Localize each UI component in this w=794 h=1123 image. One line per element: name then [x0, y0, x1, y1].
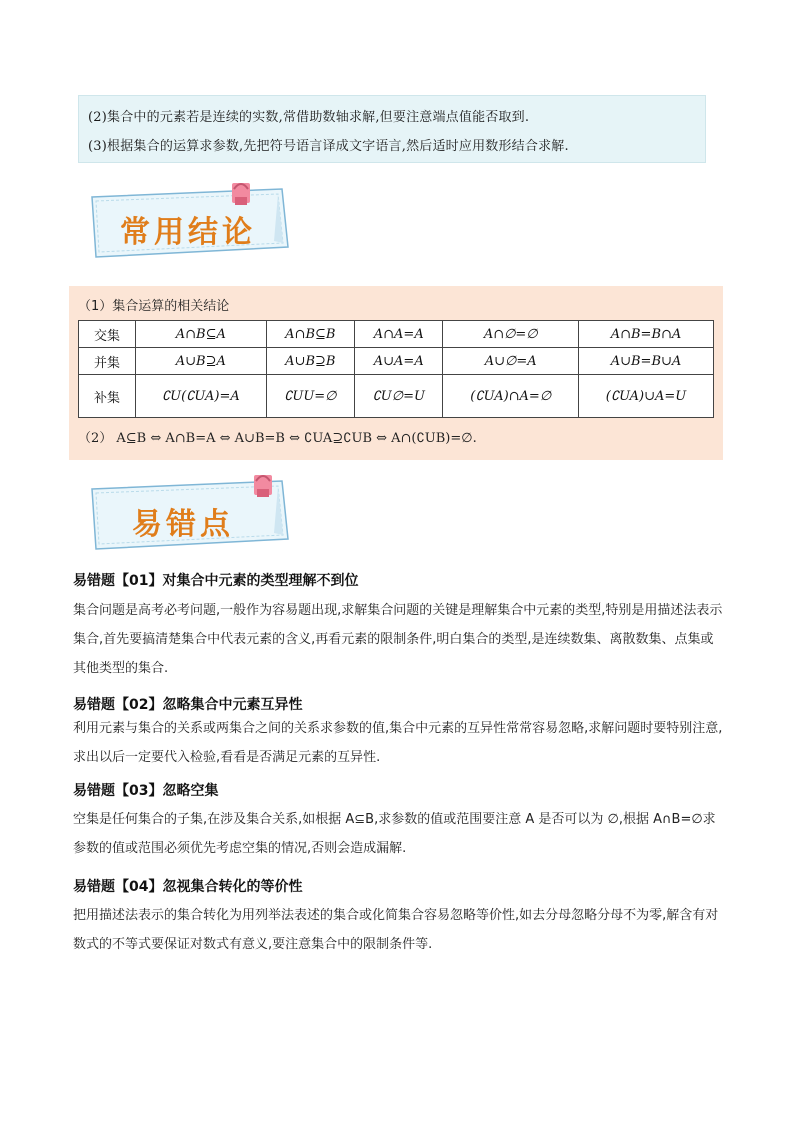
conclusion-item-2: （2） A⊆B ⇔ A∩B=A ⇔ A∪B=B ⇔ ∁UA⊇∁UB ⇔ A∩(∁UB)=∅.	[78, 431, 477, 446]
conclusions-caption: （1）集合运算的相关结论	[78, 299, 230, 314]
paper-clip-icon	[232, 183, 250, 205]
table-cell: A∩∅=∅	[443, 321, 579, 348]
table-cell: A∩B⊆B	[266, 321, 354, 348]
error-title-02: 易错题【02】忽略集合中元素互异性	[73, 697, 303, 713]
row-header: 并集	[79, 348, 136, 375]
banner-title: 常用结论	[120, 215, 256, 250]
row-header: 交集	[79, 321, 136, 348]
table-cell: (∁UA)∪A=U	[579, 375, 714, 418]
banner-title: 易错点	[132, 507, 234, 542]
error-title-03: 易错题【03】忽略空集	[73, 783, 219, 799]
error-title-04: 易错题【04】忽视集合转化的等价性	[73, 879, 303, 895]
table-cell: ∁U(∁UA)=A	[136, 375, 267, 418]
table-cell: A∪B⊇B	[266, 348, 354, 375]
error-text-01: 集合问题是高考必考问题,一般作为容易题出现,求解集合问题的关键是理解集合中元素的类型,特别是用描述法表示集合,首先要搞清楚集合中代表元素的含义,再看元素的限制条件,明白集合的类型,是连续数集、离散数集、点集或其他类型的集合.	[73, 603, 723, 676]
row-header: 补集	[79, 375, 136, 418]
tips-box	[78, 95, 706, 163]
table-cell: A∪B=B∪A	[579, 348, 714, 375]
table-cell: A∪A=A	[355, 348, 443, 375]
table-cell: (∁UA)∩A=∅	[443, 375, 579, 418]
table-row-complement	[79, 375, 714, 418]
table-row-intersection	[79, 321, 714, 348]
table-cell: A∩B=B∩A	[579, 321, 714, 348]
table-row-union	[79, 348, 714, 375]
table-cell: ∁U∅=U	[355, 375, 443, 418]
table-cell: A∩B⊆A	[136, 321, 267, 348]
paper-clip-icon	[254, 475, 272, 497]
table-cell: A∪B⊇A	[136, 348, 267, 375]
error-text-04: 把用描述法表示的集合转化为用列举法表述的集合或化简集合容易忽略等价性,如去分母忽略分母不为零,解含有对数式的不等式要保证对数式有意义,要注意集合中的限制条件等.	[73, 908, 719, 952]
tip-line-2: (2)集合中的元素若是连续的实数,常借助数轴求解,但要注意端点值能否取到.	[88, 110, 530, 125]
table-cell: A∩A=A	[355, 321, 443, 348]
banner-common-mistakes	[82, 475, 302, 553]
banner-common-conclusions	[82, 183, 302, 261]
table-cell: A∪∅=A	[443, 348, 579, 375]
error-text-02: 利用元素与集合的关系或两集合之间的关系求参数的值,集合中元素的互异性常常容易忽略,求解问题时要特别注意,求出以后一定要代入检验,看看是否满足元素的互异性.	[73, 721, 723, 765]
table-cell: ∁UU=∅	[266, 375, 354, 418]
error-title-01: 易错题【01】对集合中元素的类型理解不到位	[73, 573, 359, 589]
tip-line-3: (3)根据集合的运算求参数,先把符号语言译成文字语言,然后适时应用数形结合求解.	[88, 139, 569, 154]
set-operations-table	[78, 320, 714, 418]
error-text-03: 空集是任何集合的子集,在涉及集合关系,如根据 A⊆B,求参数的值或范围要注意 A 是否可以为 ∅,根据 A∩B=∅求参数的值或范围必须优先考虑空集的情况,否则会造成漏解.	[73, 812, 716, 856]
